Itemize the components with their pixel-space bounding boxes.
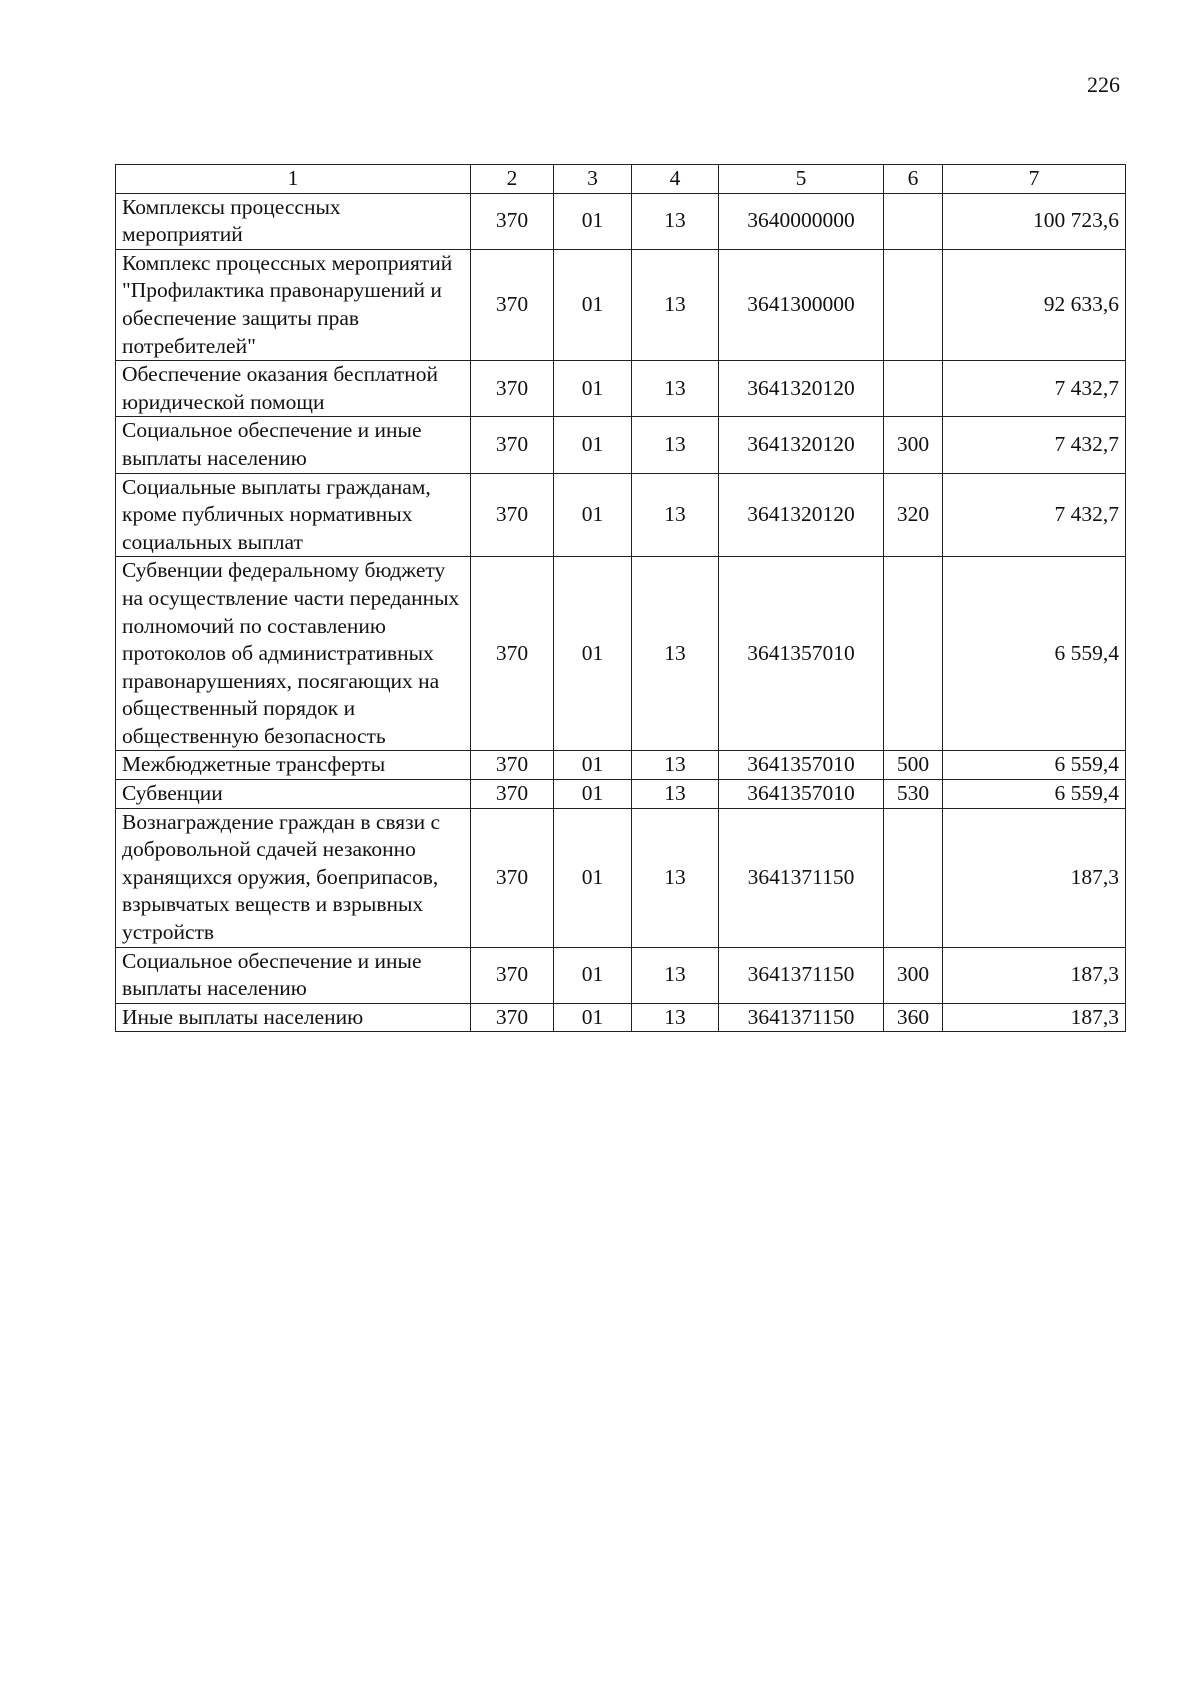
table-row bbox=[116, 361, 1126, 417]
column-header: 2 bbox=[471, 165, 554, 194]
expense-type-code: 300 bbox=[884, 417, 943, 473]
row-name: Социальные выплаты гражданам, кроме публичных нормативных социальных выплат bbox=[116, 473, 471, 557]
column-header: 5 bbox=[719, 165, 884, 194]
section-code: 01 bbox=[554, 780, 632, 809]
row-name: Иные выплаты населению bbox=[116, 1003, 471, 1032]
target-article-code: 3641357010 bbox=[719, 780, 884, 809]
row-name: Вознаграждение граждан в связи с добровольной сдачей незаконно хранящихся оружия, боеприпасов, взрывчатых веществ и взрывных устройств bbox=[116, 808, 471, 947]
section-code: 01 bbox=[554, 249, 632, 360]
subsection-code: 13 bbox=[632, 361, 719, 417]
amount: 187,3 bbox=[943, 808, 1126, 947]
target-article-code: 3641300000 bbox=[719, 249, 884, 360]
budget-table bbox=[115, 164, 1126, 1032]
section-code: 01 bbox=[554, 473, 632, 557]
section-code: 01 bbox=[554, 557, 632, 751]
target-article-code: 3641357010 bbox=[719, 751, 884, 780]
row-name: Межбюджетные трансферты bbox=[116, 751, 471, 780]
subsection-code: 13 bbox=[632, 1003, 719, 1032]
table-row bbox=[116, 193, 1126, 249]
subsection-code: 13 bbox=[632, 808, 719, 947]
expense-type-code bbox=[884, 193, 943, 249]
expense-type-code: 300 bbox=[884, 947, 943, 1003]
subsection-code: 13 bbox=[632, 947, 719, 1003]
subsection-code: 13 bbox=[632, 473, 719, 557]
target-article-code: 3641320120 bbox=[719, 417, 884, 473]
table-row bbox=[116, 780, 1126, 809]
row-name: Субвенции федеральному бюджету на осуществление части переданных полномочий по составлению протоколов об административных правонарушениях, посягающих на общественный порядок и общественную безопасность bbox=[116, 557, 471, 751]
expense-type-code: 500 bbox=[884, 751, 943, 780]
amount: 6 559,4 bbox=[943, 557, 1126, 751]
subsection-code: 13 bbox=[632, 780, 719, 809]
table-row bbox=[116, 947, 1126, 1003]
amount: 7 432,7 bbox=[943, 473, 1126, 557]
section-code: 01 bbox=[554, 947, 632, 1003]
table-row bbox=[116, 808, 1126, 947]
expense-type-code bbox=[884, 557, 943, 751]
table-row bbox=[116, 473, 1126, 557]
target-article-code: 3641320120 bbox=[719, 361, 884, 417]
expense-type-code: 530 bbox=[884, 780, 943, 809]
amount: 7 432,7 bbox=[943, 361, 1126, 417]
section-code: 01 bbox=[554, 417, 632, 473]
amount: 7 432,7 bbox=[943, 417, 1126, 473]
expense-type-code bbox=[884, 808, 943, 947]
ministry-code: 370 bbox=[471, 557, 554, 751]
ministry-code: 370 bbox=[471, 193, 554, 249]
ministry-code: 370 bbox=[471, 361, 554, 417]
target-article-code: 3641371150 bbox=[719, 1003, 884, 1032]
subsection-code: 13 bbox=[632, 249, 719, 360]
column-header: 7 bbox=[943, 165, 1126, 194]
row-name: Субвенции bbox=[116, 780, 471, 809]
amount: 100 723,6 bbox=[943, 193, 1126, 249]
amount: 187,3 bbox=[943, 947, 1126, 1003]
ministry-code: 370 bbox=[471, 751, 554, 780]
ministry-code: 370 bbox=[471, 1003, 554, 1032]
amount: 6 559,4 bbox=[943, 780, 1126, 809]
ministry-code: 370 bbox=[471, 808, 554, 947]
target-article-code: 3641371150 bbox=[719, 947, 884, 1003]
column-header: 4 bbox=[632, 165, 719, 194]
row-name: Комплекс процессных мероприятий "Профилактика правонарушений и обеспечение защиты прав потребителей" bbox=[116, 249, 471, 360]
expense-type-code bbox=[884, 249, 943, 360]
table-header-row bbox=[116, 165, 1126, 194]
target-article-code: 3641320120 bbox=[719, 473, 884, 557]
ministry-code: 370 bbox=[471, 417, 554, 473]
ministry-code: 370 bbox=[471, 473, 554, 557]
row-name: Социальное обеспечение и иные выплаты населению bbox=[116, 417, 471, 473]
ministry-code: 370 bbox=[471, 947, 554, 1003]
section-code: 01 bbox=[554, 751, 632, 780]
subsection-code: 13 bbox=[632, 193, 719, 249]
amount: 187,3 bbox=[943, 1003, 1126, 1032]
subsection-code: 13 bbox=[632, 557, 719, 751]
expense-type-code: 320 bbox=[884, 473, 943, 557]
subsection-code: 13 bbox=[632, 751, 719, 780]
row-name: Комплексы процессных мероприятий bbox=[116, 193, 471, 249]
row-name: Социальное обеспечение и иные выплаты населению bbox=[116, 947, 471, 1003]
section-code: 01 bbox=[554, 193, 632, 249]
subsection-code: 13 bbox=[632, 417, 719, 473]
expense-type-code bbox=[884, 361, 943, 417]
expense-type-code: 360 bbox=[884, 1003, 943, 1032]
target-article-code: 3640000000 bbox=[719, 193, 884, 249]
column-header: 3 bbox=[554, 165, 632, 194]
table-row bbox=[116, 557, 1126, 751]
column-header: 6 bbox=[884, 165, 943, 194]
table-row bbox=[116, 751, 1126, 780]
section-code: 01 bbox=[554, 1003, 632, 1032]
section-code: 01 bbox=[554, 361, 632, 417]
section-code: 01 bbox=[554, 808, 632, 947]
page-number: 226 bbox=[1087, 72, 1120, 97]
table-row bbox=[116, 1003, 1126, 1032]
row-name: Обеспечение оказания бесплатной юридической помощи bbox=[116, 361, 471, 417]
amount: 6 559,4 bbox=[943, 751, 1126, 780]
target-article-code: 3641357010 bbox=[719, 557, 884, 751]
table-row bbox=[116, 417, 1126, 473]
ministry-code: 370 bbox=[471, 249, 554, 360]
table-row bbox=[116, 249, 1126, 360]
ministry-code: 370 bbox=[471, 780, 554, 809]
amount: 92 633,6 bbox=[943, 249, 1126, 360]
target-article-code: 3641371150 bbox=[719, 808, 884, 947]
column-header: 1 bbox=[116, 165, 471, 194]
